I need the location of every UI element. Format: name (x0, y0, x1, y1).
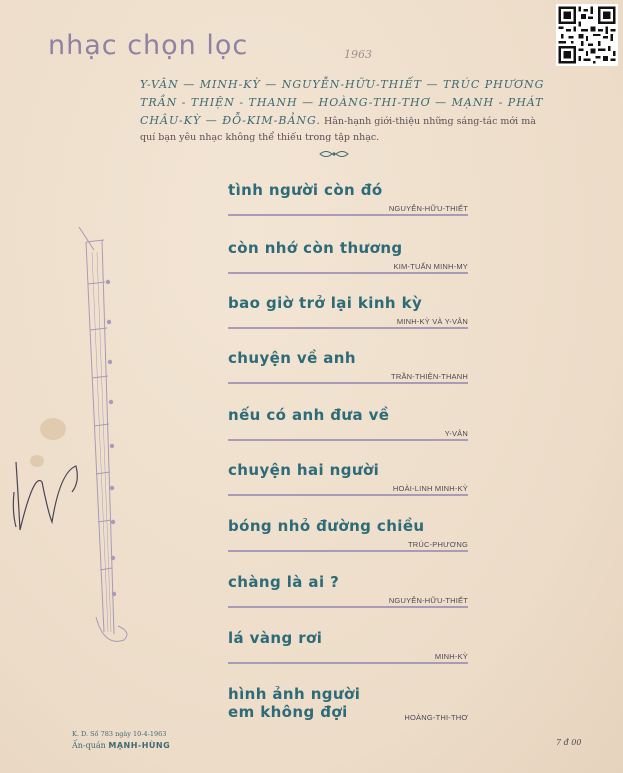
song-title: chuyện về anh (228, 349, 356, 367)
song-title: lá vàng rơi (228, 629, 323, 647)
song-title-line-2: em không đợi (228, 703, 348, 721)
printer-line (72, 741, 170, 750)
song-entry[interactable] (228, 573, 468, 608)
intro-composers-line-3 (140, 112, 540, 131)
handwritten-year: 1963 (344, 48, 372, 61)
song-divider (228, 214, 468, 216)
song-entry[interactable] (228, 239, 468, 274)
intro-text-line-4: quí bạn yêu nhạc không thể thiếu trong tập nhạc. (140, 132, 380, 143)
intro-block (140, 76, 545, 145)
qr-code-icon[interactable] (556, 4, 618, 66)
song-author: NGUYỄN-HỮU-THIẾT (388, 204, 468, 213)
song-author: TRẦN-THIỆN-THANH (391, 372, 468, 381)
price: 7 đ 00 (556, 738, 582, 747)
song-divider (228, 606, 468, 608)
song-entry[interactable] (228, 685, 468, 722)
song-author: NGUYỄN-HỮU-THIẾT (388, 596, 468, 605)
song-entry[interactable] (228, 629, 468, 664)
song-title: chàng là ai ? (228, 573, 340, 591)
ornament-icon (318, 148, 350, 160)
song-entry[interactable] (228, 517, 468, 552)
song-entry[interactable] (228, 349, 468, 384)
handwritten-signature-icon (6, 452, 86, 552)
footer (72, 730, 170, 750)
song-entry[interactable] (228, 294, 468, 329)
song-author: Y-VÂN (444, 429, 468, 438)
intro-composers-line-1: Y-VÂN — MINH-KỲ — NGUYỄN-HỮU-THIẾT — TRÚC PHƯƠNG (140, 78, 545, 91)
guitar-neck-illustration (74, 222, 144, 652)
song-divider (228, 662, 468, 664)
song-title: tình người còn đó (228, 181, 383, 199)
intro-composers-names: CHÂU-KỲ — ĐỖ-KIM-BẢNG. (140, 114, 321, 127)
song-entry[interactable] (228, 181, 468, 216)
song-divider (228, 494, 468, 496)
song-author: HOÀNG-THI-THƠ (404, 713, 468, 722)
song-entry[interactable] (228, 461, 468, 496)
header-title: nhạc chọn lọc (48, 30, 249, 61)
paper-stain (40, 418, 66, 440)
song-title: chuyện hai người (228, 461, 380, 479)
song-author: HOÀI-LINH MINH-KỲ (392, 484, 468, 493)
song-author: MINH-KỲ VÀ Y-VÂN (396, 317, 468, 326)
license-number: K. D. Số 783 ngày 10-4-1963 (72, 730, 167, 738)
song-author: MINH-KỲ (434, 652, 468, 661)
song-divider (228, 439, 468, 441)
song-title: bóng nhỏ đường chiều (228, 517, 425, 535)
song-divider (228, 327, 468, 329)
song-title-line-1: hình ảnh người (228, 685, 361, 703)
intro-text: Hân-hạnh giới-thiệu những sáng-tác mới mà (320, 116, 536, 127)
song-title: bao giờ trở lại kinh kỳ (228, 294, 423, 312)
song-divider (228, 382, 468, 384)
song-entry[interactable] (228, 406, 468, 441)
printer-name: MẠNH-HÙNG (108, 741, 171, 750)
song-author: KIM-TUẤN MINH-MY (393, 262, 468, 271)
intro-composers-line-2: TRẦN - THIỆN - THANH — HOÀNG-THI-THƠ — MẠNH - PHÁT (140, 96, 544, 109)
printer-prefix: Ấn-quán (72, 741, 109, 750)
song-author: TRÚC-PHƯƠNG (407, 540, 468, 549)
song-divider (228, 550, 468, 552)
song-title: nếu có anh đưa về (228, 406, 390, 424)
song-divider (228, 272, 468, 274)
song-title: còn nhớ còn thương (228, 239, 403, 257)
